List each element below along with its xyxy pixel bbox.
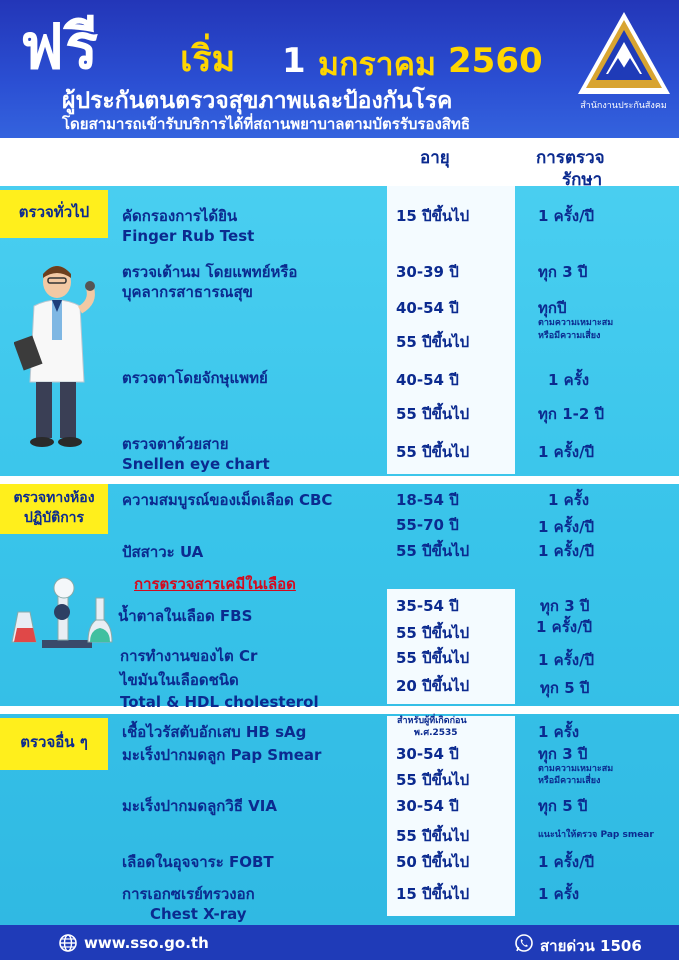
age-value: 18-54 ปี <box>396 491 459 509</box>
section-divider <box>0 476 679 484</box>
frequency-value: ทุก 3 ปี <box>538 745 588 763</box>
age-value: 30-39 ปี <box>396 263 459 281</box>
subtitle-secondary: โดยสามารถเข้ารับบริการได้ที่สถานพยาบาลตามบัตรรับรองสิทธิ <box>62 115 470 133</box>
column-header-exam: การตรวจ <box>536 148 605 168</box>
lab-equipment-illustration <box>8 568 116 652</box>
age-note: พ.ศ.2535 <box>414 728 458 738</box>
age-value: 15 ปีขึ้นไป <box>396 207 470 225</box>
age-value: 55 ปีขึ้นไป <box>396 771 470 789</box>
exam-name: การทำงานของไต Cr <box>120 647 258 665</box>
age-value: 55 ปีขึ้นไป <box>396 443 470 461</box>
age-value: 30-54 ปี <box>396 745 459 763</box>
exam-name: น้ำตาลในเลือด FBS <box>118 607 253 625</box>
section-badge-lab-line1: ตรวจทางห้อง <box>13 490 95 506</box>
frequency-value: 1 ครั้ง/ปี <box>538 542 595 560</box>
exam-name: ตรวจเต้านม โดยแพทย์หรือ <box>122 263 298 281</box>
frequency-value: 1 ครั้ง/ปี <box>538 853 595 871</box>
section-badge-lab <box>0 484 108 534</box>
exam-name-en: Finger Rub Test <box>122 227 255 245</box>
age-value: 40-54 ปี <box>396 371 459 389</box>
section-badge-other: ตรวจอื่น ๆ <box>0 718 108 770</box>
exam-name-en: Chest X-ray <box>150 905 247 923</box>
exam-name: คัดกรองการได้ยิน <box>122 207 238 225</box>
frequency-value: ทุก 3 ปี <box>540 597 590 615</box>
date-day: 1 <box>282 41 306 81</box>
age-value: 55 ปีขึ้นไป <box>396 333 470 351</box>
logo-caption: สำนักงานประกันสังคม <box>580 101 667 111</box>
age-value: 15 ปีขึ้นไป <box>396 885 470 903</box>
age-value: 55 ปีขึ้นไป <box>396 624 470 642</box>
frequency-value: 1 ครั้ง/ปี <box>538 518 595 536</box>
frequency-value: 1 ครั้ง/ปี <box>538 651 595 669</box>
frequency-value: ทุก 3 ปี <box>538 263 588 281</box>
exam-name: เลือดในอุจจาระ FOBT <box>122 853 274 871</box>
frequency-value: 1 ครั้ง <box>548 491 590 509</box>
frequency-note: ตามความเหมาะสม <box>538 318 614 328</box>
age-column-bg <box>387 186 515 474</box>
exam-name: มะเร็งปากมดลูกวิธี VIA <box>122 797 277 815</box>
age-note: สำหรับผู้ที่เกิดก่อน <box>397 716 467 726</box>
exam-name: ไขมันในเลือดชนิด <box>120 671 239 689</box>
frequency-value: 1 ครั้ง <box>538 723 580 741</box>
start-label: เริ่ม <box>180 39 236 80</box>
age-value: 30-54 ปี <box>396 797 459 815</box>
column-header-age: อายุ <box>420 148 450 168</box>
globe-icon <box>58 933 78 953</box>
date-year: 2560 <box>448 41 543 81</box>
date-month: มกราคม <box>318 45 437 83</box>
subtitle-main: ผู้ประกันตนตรวจสุขภาพและป้องกันโรค <box>62 88 453 114</box>
age-value: 50 ปีขึ้นไป <box>396 853 470 871</box>
frequency-note: แนะนำให้ตรวจ Pap smear <box>538 830 654 840</box>
frequency-value: ทุก 5 ปี <box>540 679 590 697</box>
age-value: 40-54 ปี <box>396 299 459 317</box>
exam-name: มะเร็งปากมดลูก Pap Smear <box>122 746 322 764</box>
section-divider <box>0 706 679 714</box>
frequency-value: ทุกปี <box>538 299 567 317</box>
exam-name-en: Total & HDL cholesterol <box>120 693 319 711</box>
exam-name: บุคลากรสาธารณสุข <box>122 283 253 301</box>
exam-name: ความสมบูรณ์ของเม็ดเลือด CBC <box>122 491 333 509</box>
age-value: 55 ปีขึ้นไป <box>396 649 470 667</box>
age-value: 55 ปีขึ้นไป <box>396 542 470 560</box>
website-link[interactable]: www.sso.go.th <box>84 934 209 952</box>
column-header-exam-line2: รักษา <box>562 170 603 190</box>
frequency-value: 1 ครั้ง/ปี <box>536 618 593 636</box>
frequency-value: 1 ครั้ง <box>548 371 590 389</box>
age-value: 55-70 ปี <box>396 516 459 534</box>
exam-name: เชื้อไวรัสตับอักเสบ HB sAg <box>122 723 307 741</box>
frequency-value: ทุก 1-2 ปี <box>538 405 605 423</box>
section-badge-general: ตรวจทั่วไป <box>0 190 108 238</box>
exam-name: ปัสสาวะ UA <box>122 543 204 561</box>
frequency-note: หรือมีความเสี่ยง <box>538 776 601 786</box>
section-badge-lab-line2: ปฏิบัติการ <box>23 510 85 526</box>
age-value: 55 ปีขึ้นไป <box>396 827 470 845</box>
age-value: 35-54 ปี <box>396 597 459 615</box>
exam-name: การเอกซเรย์ทรวงอก <box>122 885 255 903</box>
frequency-value: 1 ครั้ง/ปี <box>538 443 595 461</box>
exam-name: ตรวจตาด้วยสาย <box>122 435 229 453</box>
frequency-note: หรือมีความเสี่ยง <box>538 331 601 341</box>
age-value: 55 ปีขึ้นไป <box>396 405 470 423</box>
exam-name: ตรวจตาโดยจักษุแพทย์ <box>122 369 268 387</box>
whatsapp-phone-icon <box>514 933 534 953</box>
frequency-note: ตามความเหมาะสม <box>538 764 614 774</box>
blood-chemistry-heading: การตรวจสารเคมีในเลือด <box>134 575 296 593</box>
frequency-value: ทุก 5 ปี <box>538 797 588 815</box>
exam-name-en: Snellen eye chart <box>122 455 270 473</box>
hotline-number[interactable]: สายด่วน 1506 <box>540 937 642 955</box>
free-headline: ฟรี <box>20 10 100 83</box>
age-value: 20 ปีขึ้นไป <box>396 677 470 695</box>
frequency-value: 1 ครั้ง/ปี <box>538 207 595 225</box>
frequency-value: 1 ครั้ง <box>538 885 580 903</box>
doctor-illustration <box>14 262 100 448</box>
